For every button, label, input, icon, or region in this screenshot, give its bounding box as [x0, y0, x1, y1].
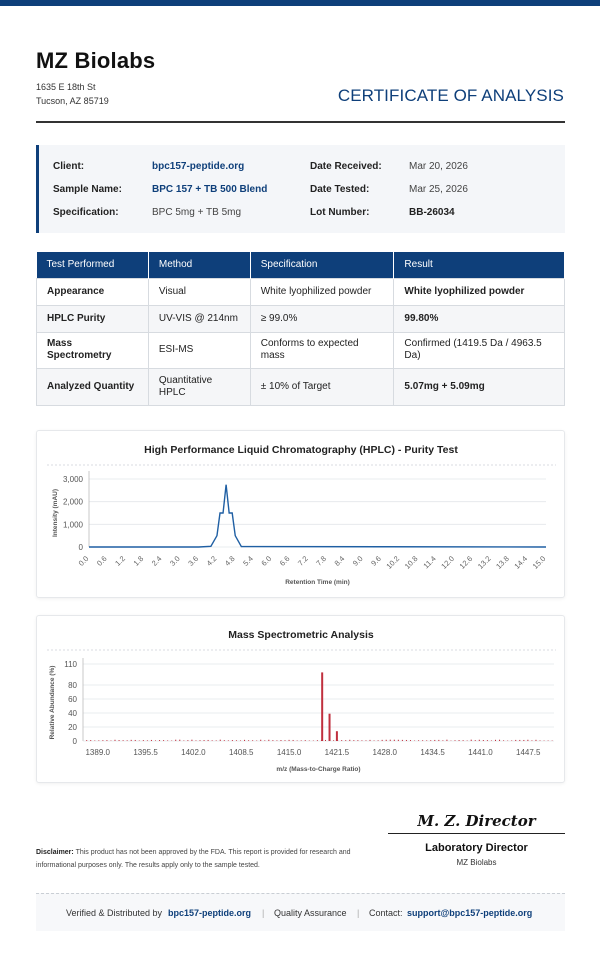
- y-tick-label: 40: [68, 709, 77, 718]
- x-tick-label: 1389.0: [85, 748, 110, 757]
- sample-info-panel: [36, 145, 565, 233]
- x-tick-label: 1415.0: [276, 748, 302, 757]
- x-tick-label: 12.0: [439, 554, 457, 571]
- x-tick-label: 5.4: [241, 554, 255, 568]
- date-tested-label: Date Tested:: [310, 184, 370, 195]
- verified-prefix: Verified & Distributed by: [66, 908, 163, 918]
- y-tick-label: 2,000: [62, 497, 83, 507]
- footer-separator: |: [262, 908, 265, 918]
- x-tick-label: 12.6: [457, 554, 475, 571]
- x-tick-label: 6.0: [259, 554, 274, 568]
- disclaimer: [36, 846, 356, 872]
- signatory-organization: MZ Biolabs: [456, 858, 497, 867]
- top-accent-bar: [0, 0, 600, 6]
- date-tested-value: Mar 25, 2026: [409, 184, 468, 195]
- column-header: Result: [394, 252, 565, 278]
- disclaimer-text: This product has not been approved by the FDA. This report is provided for research and informational purposes only. The results apply only to the sample tested.: [36, 849, 351, 869]
- y-tick-label: 60: [68, 695, 77, 704]
- x-tick-label: 1447.5: [516, 748, 541, 757]
- y-tick-label: 1,000: [62, 520, 83, 530]
- contact-prefix: Contact:: [369, 908, 403, 918]
- x-tick-label: 2.4: [149, 554, 164, 568]
- table-row: [37, 368, 565, 405]
- test-name-cell: Mass Spectrometry: [37, 332, 149, 368]
- lot-number-label: Lot Number:: [310, 207, 370, 218]
- test-name-cell: Analyzed Quantity: [37, 368, 149, 405]
- y-axis-label: Intensity (mAU): [52, 488, 59, 538]
- x-tick-label: 9.0: [350, 554, 365, 568]
- y-axis-label: Relative Abundance (%): [49, 665, 56, 740]
- mass-spec-chart-card: [36, 615, 565, 783]
- x-tick-label: 6.6: [277, 554, 292, 568]
- date-received-value: Mar 20, 2026: [409, 161, 468, 172]
- x-tick-label: 1.8: [131, 554, 146, 568]
- client-link[interactable]: bpc157-peptide.org: [152, 161, 245, 172]
- x-tick-label: 11.4: [421, 554, 438, 571]
- result-cell: 5.07mg + 5.09mg: [394, 368, 565, 405]
- x-tick-label: 13.8: [494, 554, 511, 571]
- verified-link[interactable]: bpc157-peptide.org: [168, 908, 252, 918]
- y-tick-label: 20: [68, 723, 77, 732]
- x-tick-label: 0.0: [76, 554, 91, 568]
- x-tick-label: 1.2: [113, 554, 127, 568]
- date-received-label: Date Received:: [310, 161, 382, 172]
- x-tick-label: 1434.5: [420, 748, 445, 757]
- x-tick-label: 4.8: [222, 554, 237, 568]
- method-cell: ESI-MS: [148, 332, 250, 368]
- result-cell: White lyophilized powder: [394, 278, 565, 305]
- x-tick-label: 0.6: [94, 554, 109, 568]
- x-tick-label: 14.4: [512, 554, 530, 571]
- chromatogram-line: [89, 485, 546, 547]
- mass-peak: [336, 731, 338, 741]
- method-cell: Quantitative HPLC: [148, 368, 250, 405]
- x-tick-label: 9.6: [369, 554, 383, 568]
- document-title: CERTIFICATE OF ANALYSIS: [337, 86, 564, 105]
- x-tick-label: 1421.5: [324, 748, 350, 757]
- x-tick-label: 13.2: [475, 554, 493, 571]
- disclaimer-label: Disclaimer:: [36, 849, 74, 856]
- method-cell: Visual: [148, 278, 250, 305]
- y-tick-label: 80: [68, 681, 77, 690]
- specification-cell: ± 10% of Target: [250, 368, 394, 405]
- y-tick-label: 110: [64, 660, 77, 669]
- x-tick-label: 10.2: [384, 554, 402, 571]
- specification-cell: White lyophilized powder: [250, 278, 394, 305]
- table-row: [37, 332, 565, 368]
- quality-assurance-text: Quality Assurance: [274, 908, 347, 918]
- contact-email-link[interactable]: support@bpc157-peptide.org: [407, 908, 533, 918]
- mass-peak: [321, 672, 323, 741]
- y-tick-label: 0: [78, 543, 83, 552]
- result-cell: Confirmed (1419.5 Da / 4963.5 Da): [394, 332, 565, 368]
- results-table: [36, 252, 565, 406]
- specification-value: BPC 5mg + TB 5mg: [152, 207, 242, 218]
- test-name-cell: Appearance: [37, 278, 149, 305]
- x-tick-label: 3.6: [186, 554, 201, 568]
- results-table-header: [37, 252, 565, 278]
- y-tick-label: 3,000: [62, 475, 83, 484]
- x-tick-label: 1402.0: [181, 748, 206, 757]
- signatory-title: Laboratory Director: [425, 842, 528, 854]
- x-axis-label: Retention Time (min): [285, 579, 350, 586]
- lot-number-value: BB-26034: [409, 207, 455, 218]
- director-signature: M. Z. Director: [417, 812, 536, 830]
- result-cell: 99.80%: [394, 305, 565, 332]
- company-name: MZ Biolabs: [36, 48, 156, 73]
- x-tick-label: 7.2: [296, 554, 310, 568]
- y-tick-label: 0: [72, 737, 77, 746]
- chart-title: Mass Spectrometric Analysis: [228, 629, 374, 641]
- column-header: Test Performed: [37, 252, 149, 278]
- chart-title: High Performance Liquid Chromatography (HPLC) - Purity Test: [144, 444, 458, 456]
- x-tick-label: 15.0: [530, 554, 548, 571]
- signature-line: [388, 833, 565, 834]
- x-tick-label: 4.2: [204, 554, 219, 568]
- mass-peak: [329, 714, 331, 741]
- x-tick-label: 8.4: [332, 554, 347, 568]
- specification-cell: ≥ 99.0%: [250, 305, 394, 332]
- column-header: Method: [148, 252, 250, 278]
- x-tick-label: 3.0: [168, 554, 182, 568]
- x-tick-label: 1395.5: [133, 748, 158, 757]
- specification-label: Specification:: [53, 207, 119, 218]
- x-tick-label: 10.8: [402, 554, 420, 571]
- table-row: [37, 278, 565, 305]
- x-tick-label: 1441.0: [468, 748, 493, 757]
- method-cell: UV-VIS @ 214nm: [148, 305, 250, 332]
- address-line-2: Tucson, AZ 85719: [36, 96, 109, 106]
- client-label: Client:: [53, 161, 85, 172]
- test-name-cell: HPLC Purity: [37, 305, 149, 332]
- column-header: Specification: [250, 252, 394, 278]
- x-axis-label: m/z (Mass-to-Charge Ratio): [276, 766, 361, 773]
- mass-spec-chart: [37, 616, 566, 784]
- footer-separator: |: [357, 908, 360, 918]
- sample-name-value: BPC 157 + TB 500 Blend: [152, 184, 268, 195]
- hplc-chart: [37, 431, 566, 599]
- footer: [36, 893, 565, 931]
- address-line-1: 1635 E 18th St: [36, 82, 96, 92]
- specification-cell: Conforms to expected mass: [250, 332, 394, 368]
- table-row: [37, 305, 565, 332]
- header-divider: [36, 121, 565, 123]
- x-tick-label: 7.8: [314, 554, 329, 568]
- hplc-chart-card: [36, 430, 565, 598]
- x-tick-label: 1428.0: [372, 748, 397, 757]
- sample-name-label: Sample Name:: [53, 184, 122, 195]
- x-tick-label: 1408.5: [228, 748, 254, 757]
